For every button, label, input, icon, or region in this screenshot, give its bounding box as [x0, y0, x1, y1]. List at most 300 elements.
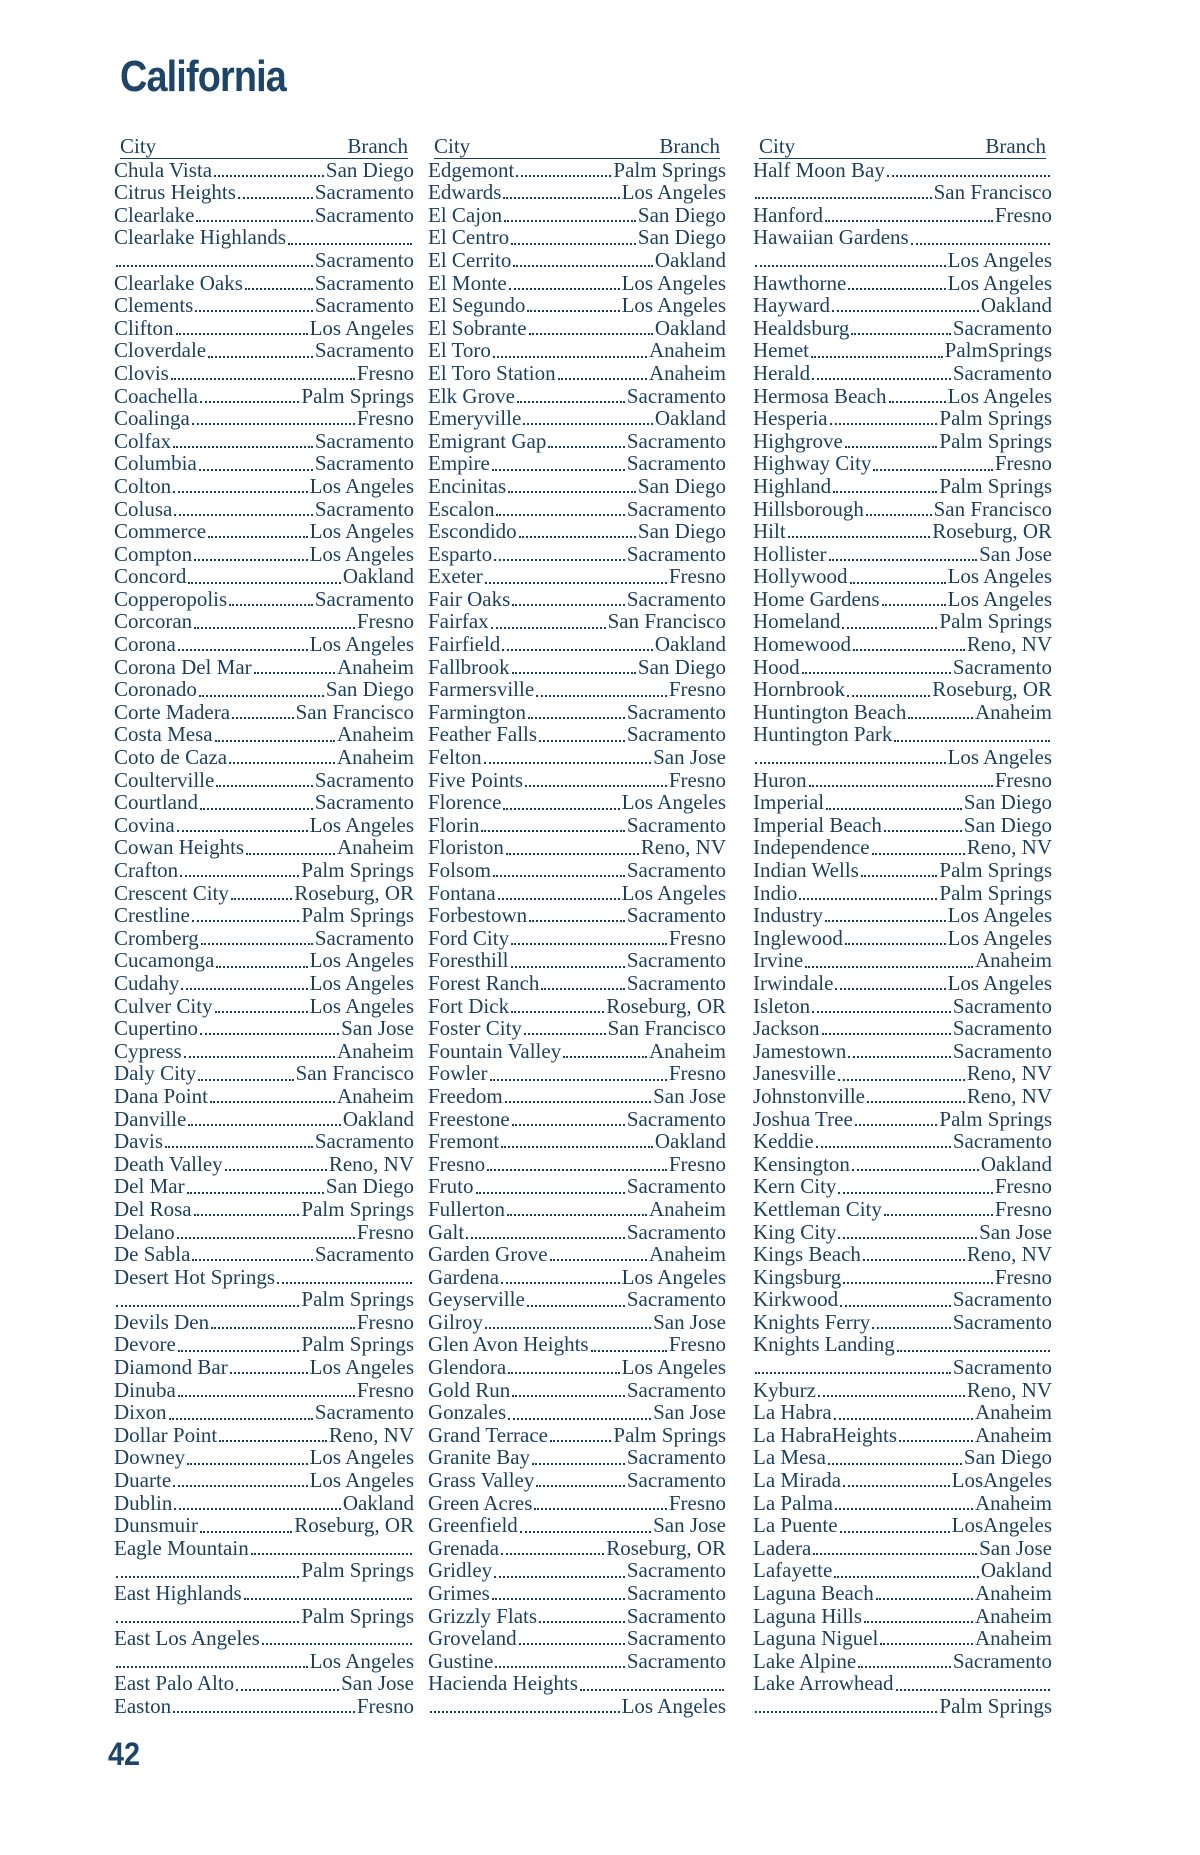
entry-city: Gold Run [428, 1377, 511, 1402]
dot-leader [199, 469, 313, 471]
entry-city: Dollar Point [114, 1422, 218, 1447]
entry-branch: Anaheim [975, 1422, 1052, 1447]
dot-leader [825, 220, 993, 222]
entry-branch: Reno, NV [966, 835, 1052, 860]
dot-leader [254, 672, 335, 674]
entry-city: Fallbrook [428, 654, 510, 679]
entry-branch: San Francisco [933, 180, 1052, 205]
dot-leader [550, 1259, 647, 1261]
entry-city: Hornbrook [753, 677, 846, 702]
header-city: City [434, 134, 471, 158]
list-item [753, 1582, 1052, 1605]
dot-leader [840, 1305, 951, 1307]
entry-city: Clearlake Highlands [114, 225, 287, 250]
dot-leader [208, 356, 313, 358]
list-item [428, 1356, 726, 1379]
entry-city: Fontana [428, 880, 496, 905]
dot-leader [520, 1531, 651, 1533]
dot-leader [527, 310, 619, 312]
dot-leader [495, 1666, 625, 1668]
entry-branch: Sacramento [626, 1219, 726, 1244]
list-item [753, 1040, 1052, 1063]
list-item [428, 1605, 726, 1628]
entry-city: Farmington [428, 699, 526, 724]
dot-leader [848, 288, 945, 290]
dot-leader [851, 333, 950, 335]
entry-city: Hesperia [753, 406, 828, 431]
entry-city: Colusa [114, 496, 173, 521]
list-item [428, 882, 726, 905]
dot-leader [536, 1485, 625, 1487]
entry-city: Coachella [114, 383, 198, 408]
dot-leader [508, 1372, 619, 1374]
dot-leader [884, 830, 962, 832]
entry-city: Grenada [428, 1535, 500, 1560]
dot-leader [838, 1237, 977, 1239]
entry-city: Compton [114, 541, 193, 566]
dot-leader [201, 943, 313, 945]
dot-leader [192, 920, 300, 922]
list-item [114, 656, 414, 679]
dot-leader [211, 1327, 355, 1329]
dot-leader [524, 1033, 606, 1035]
entry-city: Galt [428, 1219, 465, 1244]
list-item [428, 1017, 726, 1040]
dot-leader [525, 785, 667, 787]
dot-leader [539, 740, 625, 742]
entry-city: Dublin [114, 1490, 173, 1515]
entry-city: El Monte [428, 270, 507, 295]
list-item [753, 995, 1052, 1018]
entry-city: Dixon [114, 1400, 167, 1425]
entry-city: Half Moon Bay [753, 157, 885, 182]
entry-city: Garden Grove [428, 1242, 548, 1267]
entry-city: Lake Arrowhead [753, 1671, 894, 1696]
header-city: City [120, 134, 157, 158]
dot-leader [198, 1079, 293, 1081]
entry-city: Janesville [753, 1061, 836, 1086]
entry-branch: Sacramento [626, 1558, 726, 1583]
entry-branch: Sacramento [314, 586, 414, 611]
entry-branch: San Diego [637, 654, 726, 679]
entry-city: Glendora [428, 1355, 507, 1380]
entry-branch: Sacramento [626, 903, 726, 928]
entry-branch: PalmSprings [944, 338, 1052, 363]
dot-leader [861, 875, 938, 877]
entry-city: East Highlands [114, 1581, 242, 1605]
entry-city: Fresno [428, 1151, 486, 1176]
list-item [114, 746, 414, 769]
list-item [753, 723, 1052, 746]
entry-branch: Sacramento [626, 1445, 726, 1470]
list-item [753, 294, 1052, 317]
list-item [428, 1040, 726, 1063]
dot-leader [788, 536, 931, 538]
dot-leader [876, 1598, 973, 1600]
entry-city: Johnstonville [753, 1083, 866, 1108]
entry-city: Gridley [428, 1558, 493, 1583]
entry-branch: Los Angeles [621, 880, 726, 905]
list-item [753, 181, 1052, 204]
entry-branch: Los Angeles [309, 993, 414, 1018]
entry-branch: Los Angeles [309, 1355, 414, 1380]
entry-city: Coronado [114, 677, 197, 702]
entry-city: Green Acres [428, 1490, 533, 1515]
dot-leader [496, 514, 624, 516]
list-item [428, 1379, 726, 1402]
dot-leader [508, 491, 636, 493]
entry-city: Hilt [753, 519, 786, 544]
entry-branch: Reno, NV [966, 1061, 1052, 1086]
entry-branch: Palm Springs [613, 157, 726, 182]
entry-city: Crestline [114, 903, 190, 928]
dot-leader [178, 1350, 300, 1352]
dot-leader [493, 875, 625, 877]
entry-list [753, 159, 1052, 1718]
entry-branch: Fresno [994, 202, 1052, 227]
entry-city: Kettleman City [753, 1196, 882, 1221]
list-item [114, 543, 414, 566]
entry-branch: Los Angeles [309, 541, 414, 566]
entry-city: Corte Madera [114, 699, 231, 724]
dot-leader [492, 469, 625, 471]
entry-city: Downey [114, 1445, 186, 1470]
list-item [114, 1559, 414, 1582]
entry-city: Kirkwood [753, 1287, 839, 1312]
dot-leader [516, 175, 611, 177]
entry-branch: Oakland [980, 293, 1052, 318]
entry-city: Clearlake Oaks [114, 270, 243, 295]
list-item [114, 1650, 414, 1673]
entry-city: Florin [428, 812, 480, 837]
dot-leader [833, 491, 937, 493]
entry-branch: Sacramento [626, 586, 726, 611]
entry-branch: Sacramento [626, 1581, 726, 1605]
list-item [114, 204, 414, 227]
dot-leader [173, 1485, 307, 1487]
dot-leader [173, 446, 313, 448]
dot-leader [430, 1711, 620, 1713]
entry-branch: Roseburg, OR [606, 1535, 726, 1560]
entry-branch: San Jose [979, 1219, 1052, 1244]
entry-branch: Palm Springs [301, 1196, 414, 1221]
entry-city: Kingsburg [753, 1264, 842, 1289]
list-item [753, 701, 1052, 724]
entry-city: Fair Oaks [428, 586, 511, 611]
list-item [753, 836, 1052, 859]
dot-leader [548, 446, 624, 448]
entry-city: King City [753, 1219, 837, 1244]
list-item [428, 633, 726, 656]
entry-branch: Oakland [654, 1129, 726, 1154]
dot-leader [466, 1237, 625, 1239]
list-item [428, 588, 726, 611]
list-item [114, 1017, 414, 1040]
dot-leader [219, 1440, 327, 1442]
entry-city: Huron [753, 767, 807, 792]
list-item [428, 1243, 726, 1266]
entry-branch: Palm Springs [939, 880, 1052, 905]
list-item [428, 1333, 726, 1356]
entry-city: Jackson [753, 1016, 820, 1041]
dot-leader [177, 1237, 355, 1239]
list-item [114, 927, 414, 950]
list-item [114, 1446, 414, 1469]
dot-leader [231, 898, 292, 900]
entry-city: Corona [114, 632, 176, 657]
list-item [114, 385, 414, 408]
entry-branch: Palm Springs [301, 1287, 414, 1312]
entry-branch: San Diego [963, 1445, 1052, 1470]
list-item [428, 995, 726, 1018]
entry-city: La Puente [753, 1513, 838, 1538]
dot-leader [528, 717, 625, 719]
list-item [753, 1108, 1052, 1131]
list-item [428, 1446, 726, 1469]
dot-leader [840, 1531, 950, 1533]
entry-branch: Fresno [668, 925, 726, 950]
list-item [753, 791, 1052, 814]
entry-city: Death Valley [114, 1151, 223, 1176]
entry-city: Kings Beach [753, 1242, 861, 1267]
dot-leader [485, 1327, 651, 1329]
dot-leader [805, 966, 973, 968]
list-item [428, 1085, 726, 1108]
dot-leader [867, 1101, 965, 1103]
list-item [114, 1198, 414, 1221]
entry-city: Irwindale [753, 970, 834, 995]
list-item [753, 159, 1052, 182]
dot-leader [200, 401, 299, 403]
entry-city: Gustine [428, 1648, 494, 1673]
entry-branch: Sacramento [314, 1129, 414, 1154]
entry-city: Colfax [114, 428, 172, 453]
entry-city: Commerce [114, 519, 207, 544]
entry-city: Fairfax [428, 609, 489, 634]
dot-leader [809, 785, 993, 787]
entry-branch: Los Angeles [947, 564, 1052, 589]
list-item [114, 1605, 414, 1628]
entry-branch: Sacramento [626, 699, 726, 724]
list-item [753, 1627, 1052, 1650]
entry-branch: Los Angeles [947, 925, 1052, 950]
dot-leader [512, 672, 636, 674]
dot-leader [215, 740, 335, 742]
entry-city: Delano [114, 1219, 175, 1244]
entry-branch: Los Angeles [309, 1445, 414, 1470]
list-item [753, 1379, 1052, 1402]
list-item [428, 927, 726, 950]
entry-city: Greenfield [428, 1513, 518, 1538]
entry-branch: Sacramento [952, 1648, 1052, 1673]
dot-leader [541, 988, 624, 990]
dot-leader [511, 1011, 604, 1013]
entry-city: Corona Del Mar [114, 654, 252, 679]
list-item [114, 1175, 414, 1198]
dot-leader [173, 491, 307, 493]
entry-city: Hawaiian Gardens [753, 225, 909, 250]
dot-leader [838, 1192, 992, 1194]
dot-leader [858, 1666, 951, 1668]
entry-branch: San Diego [637, 473, 726, 498]
entry-branch: San Diego [637, 202, 726, 227]
list-item [114, 565, 414, 588]
entry-branch: Sacramento [314, 1400, 414, 1425]
entry-branch: Anaheim [337, 654, 414, 679]
entry-branch: San Francisco [607, 1016, 726, 1041]
list-item [753, 1333, 1052, 1356]
dot-leader [866, 514, 932, 516]
entry-branch: Reno, NV [328, 1422, 414, 1447]
dot-leader [828, 1463, 962, 1465]
entry-city: Laguna Beach [753, 1581, 874, 1605]
entry-city: Indio [753, 880, 798, 905]
entry-city: Fowler [428, 1061, 488, 1086]
entry-branch: San Francisco [933, 496, 1052, 521]
entry-city: Fountain Valley [428, 1038, 562, 1063]
entry-branch: Reno, NV [640, 835, 726, 860]
entry-city: Cromberg [114, 925, 199, 950]
header-branch: Branch [985, 134, 1046, 158]
list-item [114, 1379, 414, 1402]
entry-city: Lafayette [753, 1558, 833, 1583]
dot-leader [755, 1372, 951, 1374]
dot-leader [512, 604, 625, 606]
entry-branch: Los Angeles [309, 315, 414, 340]
list-item [114, 610, 414, 633]
dot-leader [884, 1214, 993, 1216]
entry-branch: Anaheim [649, 338, 726, 363]
dot-leader [195, 310, 313, 312]
entry-city: Highway City [753, 451, 872, 476]
list-item [428, 1108, 726, 1131]
entry-city: Covina [114, 812, 175, 837]
entry-branch: Roseburg, OR [294, 880, 414, 905]
entry-branch: Sacramento [626, 1603, 726, 1628]
dot-leader [816, 1146, 951, 1148]
dot-leader [519, 536, 636, 538]
entry-city: East Palo Alto [114, 1671, 235, 1696]
entry-branch: LosAngeles [951, 1468, 1052, 1493]
list-item [114, 294, 414, 317]
list-item [114, 1401, 414, 1424]
entry-branch: San Jose [341, 1671, 414, 1696]
list-item [114, 317, 414, 340]
list-item [428, 294, 726, 317]
entry-city: Courtland [114, 790, 198, 815]
entry-branch: Sacramento [314, 247, 414, 272]
entry-branch: San Francisco [607, 609, 726, 634]
entry-city: Hemet [753, 338, 809, 363]
entry-branch: Sacramento [314, 767, 414, 792]
entry-branch: Oakland [654, 632, 726, 657]
entry-branch: Palm Springs [301, 1558, 414, 1583]
entry-city: La Habra [753, 1400, 832, 1425]
list-item [753, 678, 1052, 701]
list-item [753, 430, 1052, 453]
entry-city: El Sobrante [428, 315, 527, 340]
dot-leader [503, 197, 619, 199]
entry-branch: Reno, NV [966, 1377, 1052, 1402]
entry-branch: Sacramento [314, 293, 414, 318]
header-city: City [759, 134, 796, 158]
entry-city: Daly City [114, 1061, 197, 1086]
entry-branch: Anaheim [649, 360, 726, 385]
entry-city: Highland [753, 473, 832, 498]
entry-city: Freestone [428, 1106, 510, 1131]
entry-branch: Fresno [356, 1377, 414, 1402]
dot-leader [200, 1531, 292, 1533]
entry-list [114, 159, 414, 1718]
entry-branch: Los Angeles [947, 903, 1052, 928]
entry-branch: Anaheim [337, 1083, 414, 1108]
list-item [753, 1085, 1052, 1108]
dot-leader [529, 333, 653, 335]
entry-branch: Fresno [356, 1693, 414, 1718]
dot-leader [850, 582, 946, 584]
entry-city: Cloverdale [114, 338, 207, 363]
entry-branch: Los Angeles [947, 970, 1052, 995]
entry-branch: Fresno [668, 1490, 726, 1515]
list-item [753, 1175, 1052, 1198]
list-item [428, 159, 726, 182]
list-item [428, 904, 726, 927]
list-item [114, 1221, 414, 1244]
entry-city: El Cajon [428, 202, 503, 227]
entry-branch: Anaheim [337, 835, 414, 860]
entry-city: Fullerton [428, 1196, 505, 1221]
entry-branch: San Diego [637, 519, 726, 544]
list-item [114, 339, 414, 362]
dot-leader [174, 514, 313, 516]
list-item [753, 204, 1052, 227]
entry-city: Ford City [428, 925, 510, 950]
entry-branch: Sacramento [314, 451, 414, 476]
entry-city: Imperial Beach [753, 812, 882, 837]
entry-city: Imperial [753, 790, 825, 815]
dot-leader [178, 1395, 355, 1397]
directory-column-2 [428, 135, 726, 1718]
entry-branch: San Jose [653, 1400, 726, 1425]
entry-city: Hollister [753, 541, 827, 566]
list-item [428, 1650, 726, 1673]
entry-branch: Anaheim [975, 1626, 1052, 1651]
entry-branch: Anaheim [337, 1038, 414, 1063]
entry-city: Emigrant Gap [428, 428, 547, 453]
entry-branch: Sacramento [314, 338, 414, 363]
entry-city: Clifton [114, 315, 174, 340]
dot-leader [481, 830, 625, 832]
entry-branch: Los Angeles [621, 1264, 726, 1289]
entry-city: Diamond Bar [114, 1355, 228, 1380]
entry-city: Duarte [114, 1468, 172, 1493]
entry-city: Cucamonga [114, 948, 215, 973]
entry-branch: Fresno [994, 1174, 1052, 1199]
dot-leader [174, 1508, 341, 1510]
entry-branch: Sacramento [314, 790, 414, 815]
list-item [753, 882, 1052, 905]
dot-leader [200, 808, 313, 810]
list-item [428, 1469, 726, 1492]
dot-leader [194, 1214, 300, 1216]
entry-branch: Sacramento [626, 1174, 726, 1199]
dot-leader [494, 559, 625, 561]
list-item [753, 588, 1052, 611]
entry-city: El Toro Station [428, 360, 556, 385]
dot-leader [245, 288, 313, 290]
dot-leader [177, 830, 308, 832]
list-item [428, 859, 726, 882]
